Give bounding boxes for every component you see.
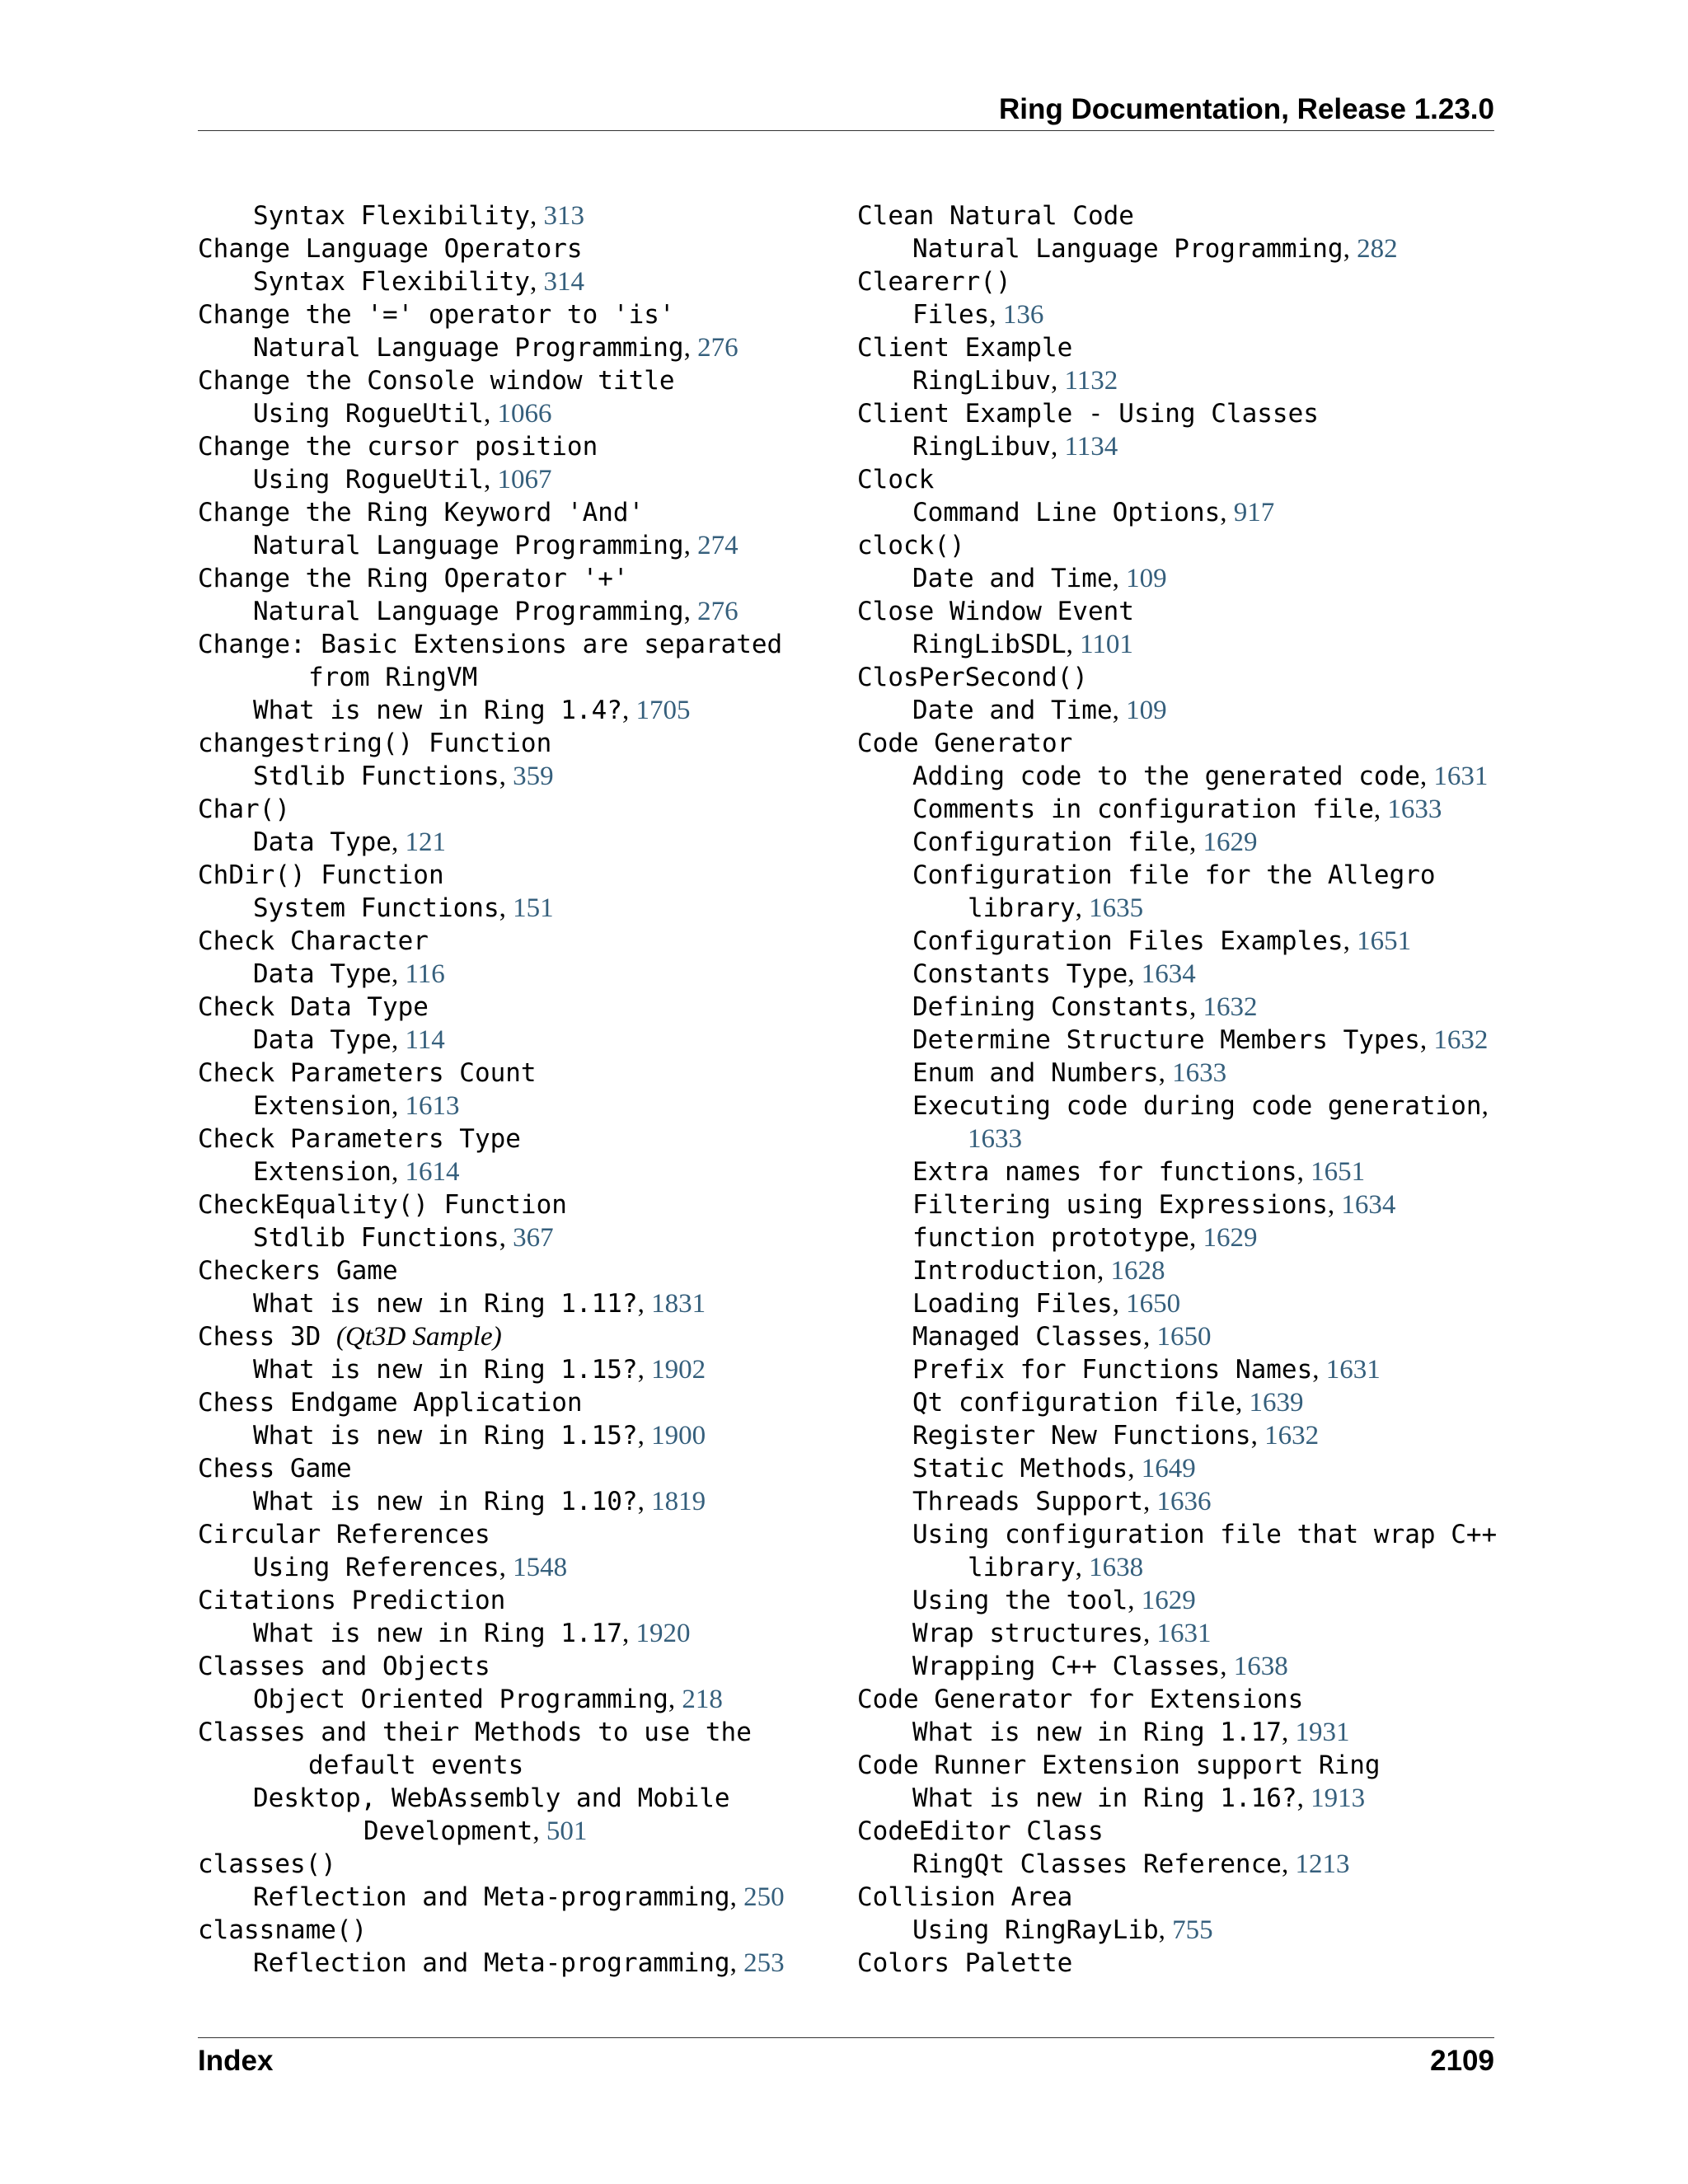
page-link[interactable]: 1631 <box>1156 1619 1212 1648</box>
index-column-left <box>198 199 824 1980</box>
index-entry: clock() <box>857 531 965 560</box>
index-subentry-continuation: library, 1635 <box>968 893 1144 923</box>
index-subentry: Configuration Files Examples, 1651 <box>912 926 1412 956</box>
index-subentry: Data Type, 116 <box>253 959 445 989</box>
index-subentry: Extension, 1613 <box>253 1091 460 1121</box>
index-entry: Client Example - Using Classes <box>857 399 1319 429</box>
index-entry: Chess Endgame Application <box>198 1388 583 1418</box>
index-entry: Collision Area <box>857 1882 1073 1912</box>
index-subentry: What is new in Ring 1.4?, 1705 <box>253 696 691 725</box>
page-link[interactable]: 313 <box>543 201 584 231</box>
index-column-right <box>857 199 1500 1980</box>
page-link[interactable]: 218 <box>682 1685 723 1714</box>
page-link[interactable]: 755 <box>1172 1915 1213 1945</box>
page-link[interactable]: 250 <box>743 1882 785 1912</box>
index-subentry: Filtering using Expressions, 1634 <box>912 1190 1396 1220</box>
footer-rule <box>198 2037 1494 2038</box>
page-link[interactable]: 1913 <box>1311 1783 1366 1813</box>
page-link[interactable]: 367 <box>513 1223 554 1253</box>
index-subentry: RingLibSDL, 1101 <box>912 630 1133 659</box>
index-entry: Client Example <box>857 333 1073 363</box>
index-entry: Check Data Type <box>198 992 429 1022</box>
page-link[interactable]: 114 <box>405 1025 445 1055</box>
index-subentry: What is new in Ring 1.11?, 1831 <box>253 1289 706 1319</box>
index-subentry: Constants Type, 1634 <box>912 959 1196 989</box>
index-subentry: Data Type, 121 <box>253 827 446 857</box>
index-subentry: Command Line Options, 917 <box>912 498 1275 527</box>
page-link[interactable]: 109 <box>1126 564 1167 593</box>
footer-section-label: Index <box>198 2045 274 2077</box>
page-link[interactable]: 1066 <box>497 399 552 429</box>
index-subentry: Using RogueUtil, 1067 <box>253 465 552 494</box>
page-link[interactable]: 1101 <box>1080 630 1133 659</box>
index-subentry: Syntax Flexibility, 313 <box>253 201 584 231</box>
index-subentry: Using configuration file that wrap C++ <box>912 1520 1498 1549</box>
index-subentry: RingQt Classes Reference, 1213 <box>912 1849 1350 1879</box>
index-entry: Citations Prediction <box>198 1586 506 1615</box>
page-link[interactable]: 1633 <box>968 1124 1022 1154</box>
index-subentry: What is new in Ring 1.17, 1931 <box>912 1718 1350 1747</box>
page-link[interactable]: 359 <box>513 762 554 791</box>
index-entry: ClosPerSecond() <box>857 663 1088 692</box>
page-link[interactable]: 1628 <box>1110 1256 1165 1286</box>
page-link[interactable]: 1900 <box>651 1421 706 1451</box>
index-entry: Classes and their Methods to use the <box>198 1718 752 1747</box>
index-subentry: Using RogueUtil, 1066 <box>253 399 552 429</box>
index-entry: Check Parameters Count <box>198 1058 537 1088</box>
index-subentry: Date and Time, 109 <box>912 564 1167 593</box>
index-subentry: Natural Language Programming, 282 <box>912 234 1398 264</box>
index-subentry: Object Oriented Programming, 218 <box>253 1685 723 1714</box>
index-subentry: Using RingRayLib, 755 <box>912 1915 1213 1945</box>
page-link[interactable]: 1651 <box>1311 1157 1366 1187</box>
index-subentry: What is new in Ring 1.15?, 1902 <box>253 1355 706 1385</box>
page-link[interactable]: 1638 <box>1233 1652 1288 1681</box>
page-link[interactable]: 1902 <box>651 1355 706 1385</box>
index-subentry: Configuration file, 1629 <box>912 827 1258 857</box>
index-subentry: Executing code during code generation, <box>912 1091 1489 1121</box>
index-entry: Clean Natural Code <box>857 201 1134 231</box>
index-entry: Chess Game <box>198 1454 352 1483</box>
page-link[interactable]: 1931 <box>1295 1718 1350 1747</box>
page-link[interactable]: 1213 <box>1295 1849 1350 1879</box>
page-link[interactable]: 1614 <box>405 1157 460 1187</box>
page-link[interactable]: 276 <box>697 333 738 363</box>
page-link[interactable]: 1632 <box>1203 992 1258 1022</box>
index-entry: Classes and Objects <box>198 1652 490 1681</box>
page-link[interactable]: 1638 <box>1089 1553 1144 1582</box>
index-subentry: Wrapping C++ Classes, 1638 <box>912 1652 1288 1681</box>
index-subentry: Determine Structure Members Types, 1632 <box>912 1025 1489 1055</box>
index-subentry: System Functions, 151 <box>253 893 554 923</box>
index-subentry: Reflection and Meta-programming, 250 <box>253 1882 785 1912</box>
index-subentry: Adding code to the generated code, 1631 <box>912 762 1489 791</box>
index-entry: Change the Console window title <box>198 366 675 396</box>
index-entry: Code Generator <box>857 729 1073 758</box>
index-entry: Change the '=' operator to 'is' <box>198 300 675 330</box>
index-subentry: Date and Time, 109 <box>912 696 1167 725</box>
page-link[interactable]: 1629 <box>1203 827 1258 857</box>
page-link[interactable]: 1613 <box>405 1091 460 1121</box>
page-link[interactable]: 1631 <box>1325 1355 1381 1385</box>
index-subentry-continuation: Development, 501 <box>363 1816 588 1846</box>
index-subentry: What is new in Ring 1.17, 1920 <box>253 1619 691 1648</box>
page-link[interactable]: 1819 <box>651 1487 706 1516</box>
page-link[interactable]: 1134 <box>1064 432 1118 462</box>
page-link[interactable]: 1636 <box>1156 1487 1212 1516</box>
page-number: 2109 <box>1430 2045 1494 2077</box>
index-subentry: Stdlib Functions, 367 <box>253 1223 554 1253</box>
page-header: Ring Documentation, Release 1.23.0 <box>998 93 1494 125</box>
index-entry: Change the Ring Keyword 'And' <box>198 498 645 527</box>
index-entry: Code Runner Extension support Ring <box>857 1750 1381 1780</box>
page-link[interactable]: 1629 <box>1141 1586 1196 1615</box>
index-subentry: Threads Support, 1636 <box>912 1487 1212 1516</box>
index-subentry: Managed Classes, 1650 <box>912 1322 1212 1352</box>
index-subentry: Stdlib Functions, 359 <box>253 762 554 791</box>
index-entry: Change the Ring Operator '+' <box>198 564 629 593</box>
index-subentry: RingLibuv, 1134 <box>912 432 1118 462</box>
index-subentry: Defining Constants, 1632 <box>912 992 1258 1022</box>
index-subentry: Extra names for functions, 1651 <box>912 1157 1366 1187</box>
page-link[interactable]: 917 <box>1233 498 1275 527</box>
index-subentry: Reflection and Meta-programming, 253 <box>253 1948 785 1978</box>
index-entry: classes() <box>198 1849 336 1879</box>
index-subentry: Natural Language Programming, 276 <box>253 333 738 363</box>
index-subentry: Enum and Numbers, 1633 <box>912 1058 1227 1088</box>
index-subentry-continuation <box>857 1122 1500 1155</box>
page-link[interactable]: 109 <box>1126 696 1167 725</box>
index-subentry: Natural Language Programming, 276 <box>253 597 738 626</box>
index-subentry: Using References, 1548 <box>253 1553 568 1582</box>
index-subentry: Syntax Flexibility, 314 <box>253 267 584 297</box>
index-entry: Chess 3D (Qt3D Sample) <box>198 1322 502 1352</box>
page-link[interactable]: 1132 <box>1064 366 1118 396</box>
index-subentry: What is new in Ring 1.15?, 1900 <box>253 1421 706 1451</box>
page-link[interactable]: 1634 <box>1341 1190 1396 1220</box>
index-entry: classname() <box>198 1915 368 1945</box>
index-subentry: Files, 136 <box>912 300 1044 330</box>
page-link[interactable]: 1631 <box>1433 762 1489 791</box>
page-link[interactable]: 501 <box>546 1816 588 1846</box>
page-link[interactable]: 1650 <box>1156 1322 1212 1352</box>
page-link[interactable]: 1629 <box>1203 1223 1258 1253</box>
page-link[interactable]: 253 <box>743 1948 785 1978</box>
index-subentry: Natural Language Programming, 274 <box>253 531 738 560</box>
index-subentry: Desktop, WebAssembly and Mobile <box>253 1783 730 1813</box>
page-link[interactable]: 1705 <box>635 696 691 725</box>
page-link[interactable]: 282 <box>1357 234 1398 264</box>
page-link[interactable]: 151 <box>513 893 554 923</box>
index-entry: CheckEquality() Function <box>198 1190 567 1220</box>
index-entry: Change: Basic Extensions are separated <box>198 630 783 659</box>
header-rule <box>198 130 1494 131</box>
page-link[interactable]: 1548 <box>513 1553 568 1582</box>
page-link[interactable]: 1651 <box>1357 926 1412 956</box>
page-link[interactable]: 1649 <box>1141 1454 1196 1483</box>
index-subentry: Qt configuration file, 1639 <box>912 1388 1304 1418</box>
page-link[interactable]: 116 <box>405 959 445 989</box>
index-entry: Clock <box>857 465 935 494</box>
index-entry: Change Language Operators <box>198 234 583 264</box>
index-subentry: Prefix for Functions Names, 1631 <box>912 1355 1381 1385</box>
page-link[interactable]: 1639 <box>1249 1388 1304 1418</box>
page-link[interactable]: 1633 <box>1172 1058 1227 1088</box>
page-link[interactable]: 1831 <box>651 1289 706 1319</box>
page-link[interactable]: 1632 <box>1264 1421 1320 1451</box>
index-subentry: Data Type, 114 <box>253 1025 445 1055</box>
page-link[interactable]: 276 <box>697 597 738 626</box>
page-link[interactable]: 1632 <box>1433 1025 1489 1055</box>
page-link[interactable]: 1650 <box>1126 1289 1181 1319</box>
index-entry: Circular References <box>198 1520 490 1549</box>
index-entry: changestring() Function <box>198 729 552 758</box>
index-entry: Close Window Event <box>857 597 1134 626</box>
page-footer <box>198 2044 1494 2079</box>
index-subentry-continuation: library, 1638 <box>968 1553 1144 1582</box>
page-link[interactable]: 1067 <box>497 465 552 494</box>
index-subentry: Extension, 1614 <box>253 1157 460 1187</box>
page-link[interactable]: 314 <box>543 267 584 297</box>
index-entry: Check Parameters Type <box>198 1124 521 1154</box>
index-subentry: Comments in configuration file, 1633 <box>912 794 1442 824</box>
index-entry: ChDir() Function <box>198 860 444 890</box>
index-subentry: function prototype, 1629 <box>912 1223 1258 1253</box>
index-subentry: Wrap structures, 1631 <box>912 1619 1212 1648</box>
index-subentry: Introduction, 1628 <box>912 1256 1165 1286</box>
page-link[interactable]: 136 <box>1002 300 1044 330</box>
index-subentry: Configuration file for the Allegro <box>912 860 1436 890</box>
index-entry: Check Character <box>198 926 429 956</box>
index-entry: Clearerr() <box>857 267 1011 297</box>
page-link[interactable]: 1634 <box>1141 959 1196 989</box>
index-subentry: Static Methods, 1649 <box>912 1454 1196 1483</box>
index-subentry: What is new in Ring 1.10?, 1819 <box>253 1487 706 1516</box>
page-link[interactable]: 1635 <box>1089 893 1144 923</box>
index-entry: CodeEditor Class <box>857 1816 1104 1846</box>
page-link[interactable]: 1633 <box>1387 794 1442 824</box>
index-entry: Checkers Game <box>198 1256 398 1286</box>
index-subentry: Loading Files, 1650 <box>912 1289 1181 1319</box>
page-link[interactable]: 121 <box>405 827 446 857</box>
page-link[interactable]: 274 <box>697 531 738 560</box>
index-subentry: What is new in Ring 1.16?, 1913 <box>912 1783 1366 1813</box>
index-entry-continuation: from RingVM <box>308 663 478 692</box>
index-entry: Char() <box>198 794 290 824</box>
italic-note: (Qt3D Sample) <box>335 1322 502 1352</box>
index-entry: Colors Palette <box>857 1948 1073 1978</box>
index-subentry: Register New Functions, 1632 <box>912 1421 1320 1451</box>
index-subentry: RingLibuv, 1132 <box>912 366 1118 396</box>
index-entry: Change the cursor position <box>198 432 598 462</box>
index-entry: Code Generator for Extensions <box>857 1685 1304 1714</box>
index-entry-continuation: default events <box>308 1750 524 1780</box>
index-subentry: Using the tool, 1629 <box>912 1586 1196 1615</box>
page-link[interactable]: 1920 <box>635 1619 691 1648</box>
